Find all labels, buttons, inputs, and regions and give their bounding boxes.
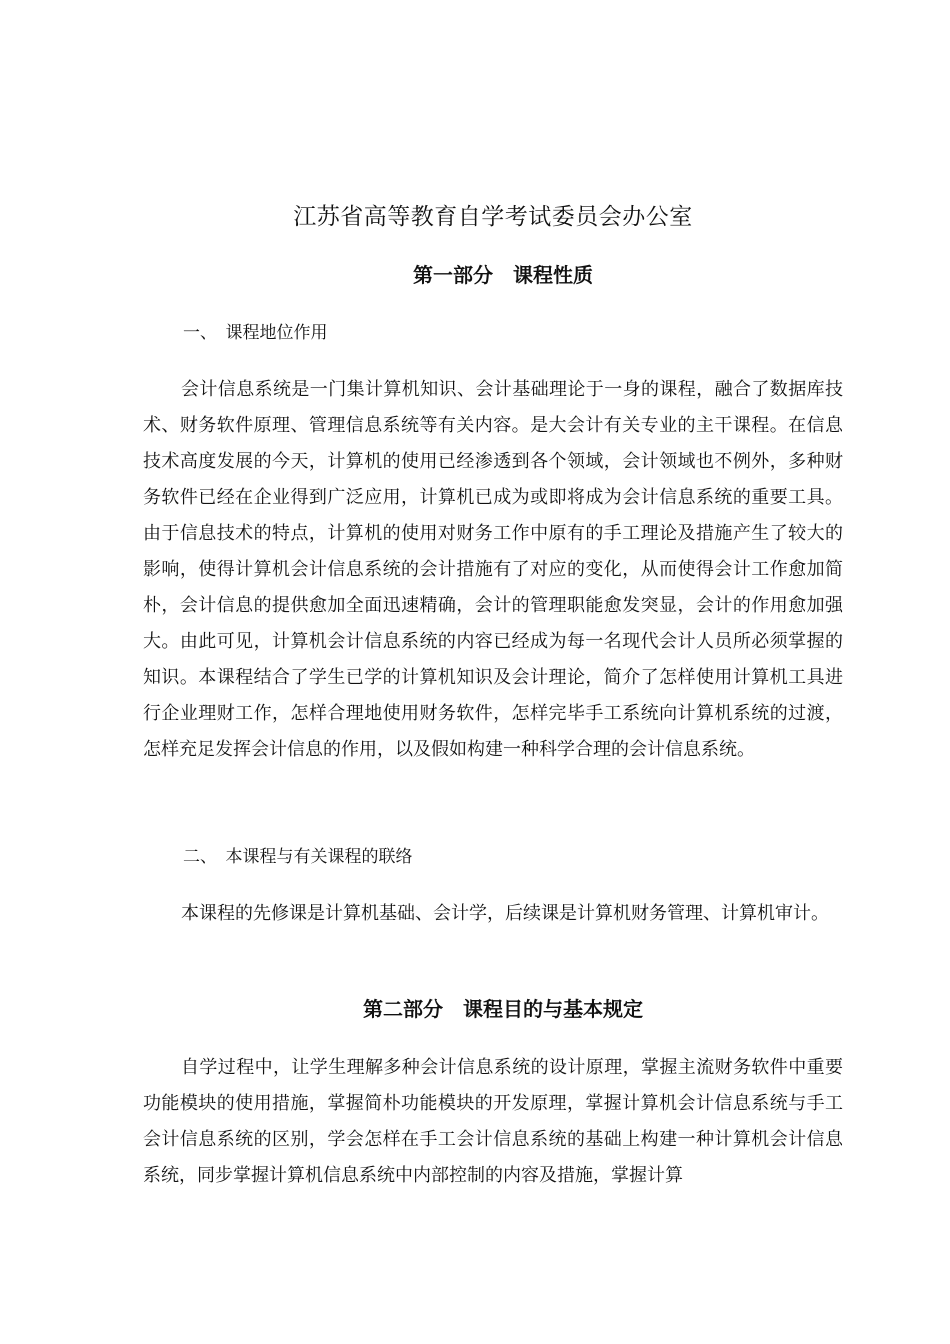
section1-heading: 一、 课程地位作用 [183,323,328,343]
part1-heading: 第一部分 课程性质 [413,263,593,287]
section2-paragraph: 本课程的先修课是计算机基础、会计学，后续课是计算机财务管理、计算机审计。 [181,903,829,924]
part2-paragraph: 自学过程中，让学生理解多种会计信息系统的设计原理，掌握主流财务软件中重要功能模块的使用措施，掌握简朴功能模块的开发原理，掌握计算机会计信息系统与手工会计信息系统的区别，学会怎样在手工会计信息系统的基础上构建一种计算机会计信息系统，同步掌握计算机信息系统中内部控制的内容及措施，掌握计算 [143,1057,843,1186]
organization-title: 江苏省高等教育自学考试委员会办公室 [293,204,693,230]
section2-heading: 二、 本课程与有关课程的联络 [183,847,413,867]
section1-paragraph: 会计信息系统是一门集计算机知识、会计基础理论于一身的课程，融合了数据库技术、财务软件原理、管理信息系统等有关内容。是大会计有关专业的主干课程。在信息技术高度发展的今天，计算机的使用已经渗透到各个领域，会计领域也不例外，多种财务软件已经在企业得到广泛应用，计算机已成为或即将成为会计信息系统的重要工具。由于信息技术的特点，计算机的使用对财务工作中原有的手工理论及措施产生了较大的影响，使得计算机会计信息系统的会计措施有了对应的变化，从而使得会计工作愈加简朴，会计信息的提供愈加全面迅速精确，会计的管理职能愈发突显，会计的作用愈加强大。由此可见，计算机会计信息系统的内容已经成为每一名现代会计人员所必须掌握的知识。本课程结合了学生已学的计算机知识及会计理论，简介了怎样使用计算机工具进行企业理财工作，怎样合理地使用财务软件，怎样完毕手工系统向计算机系统的过渡，怎样充足发挥会计信息的作用，以及假如构建一种科学合理的会计信息系统。 [143,379,843,760]
part2-heading: 第二部分 课程目的与基本规定 [363,997,643,1021]
